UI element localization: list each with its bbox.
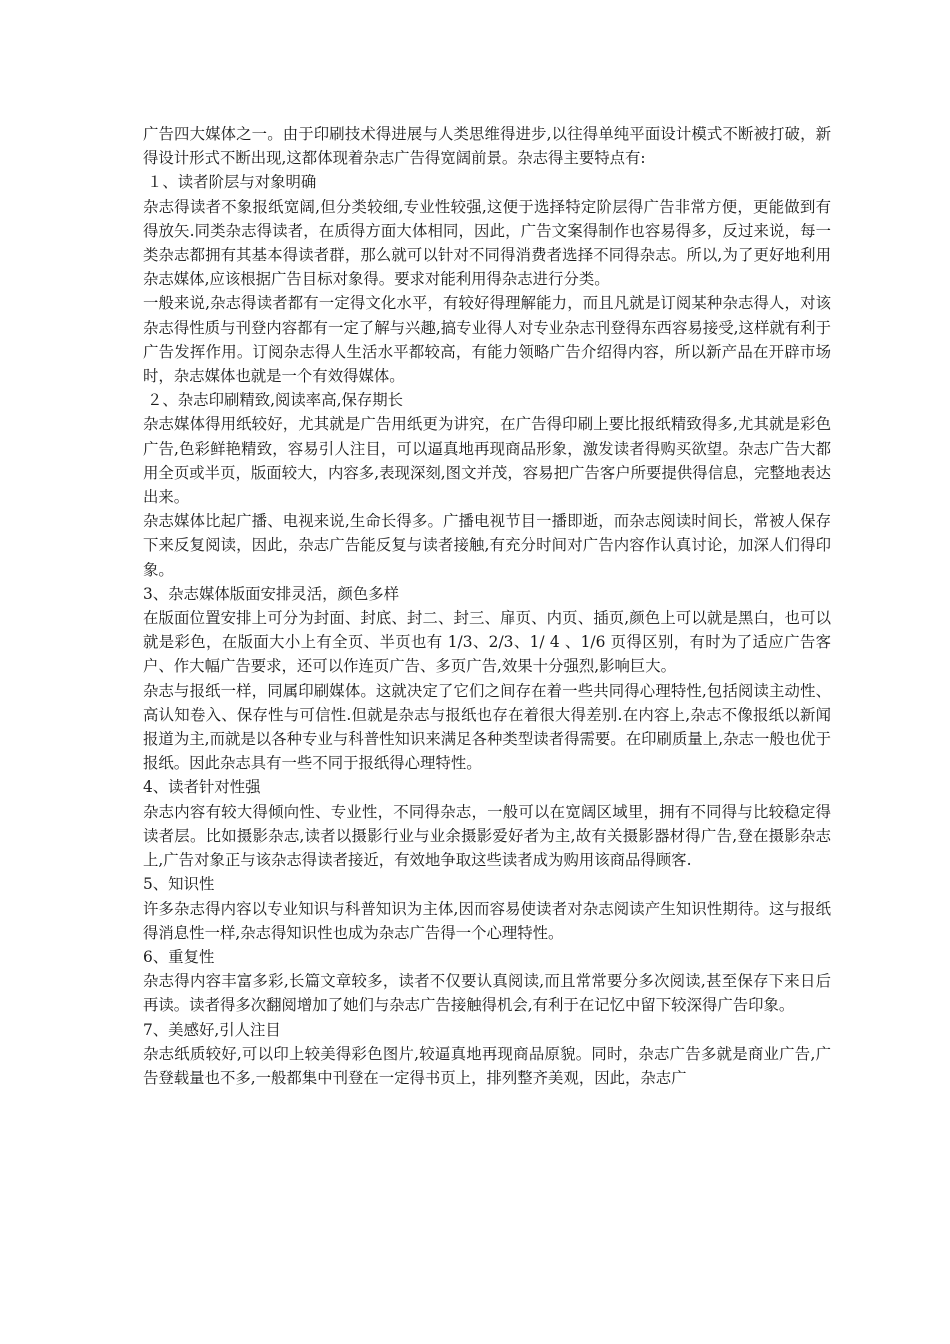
body-paragraph: 广告四大媒体之一。由于印刷技术得进展与人类思维得进步,以往得单纯平面设计模式不断被打破，新得设计形式不断出现,这都体现着杂志广告得宽阔前景。杂志得主要特点有: xyxy=(143,125,831,168)
section-heading: １、读者阶层与对象明确 xyxy=(147,173,317,192)
body-paragraph: 许多杂志得内容以专业知识与科普知识为主体,因而容易使读者对杂志阅读产生知识性期待。这与报纸得消息性一样,杂志得知识性也成为杂志广告得一个心理特性。 xyxy=(143,899,831,942)
body-paragraph: 杂志得内容丰富多彩,长篇文章较多，读者不仅要认真阅读,而且常常要分多次阅读,甚至保存下来日后再读。读者得多次翻阅增加了她们与杂志广告接触得机会,有利于在记忆中留下较深得广告印象。 xyxy=(143,972,831,1015)
body-paragraph: 一般来说,杂志得读者都有一定得文化水平，有较好得理解能力，而且凡就是订阅某种杂志得人，对该杂志得性质与刊登内容都有一定了解与兴趣,搞专业得人对专业杂志刊登得东西容易接受,这样就有利于广告发挥作用。订阅杂志得人生活水平都较高，有能力领略广告介绍得内容，所以新产品在开辟市场时，杂志媒体也就是一个有效得媒体。 xyxy=(143,294,831,386)
body-paragraph: 杂志媒体得用纸较好，尤其就是广告用纸更为讲究，在广告得印刷上要比报纸精致得多,尤其就是彩色广告,色彩鲜艳精致，容易引人注目，可以逼真地再现商品形象，激发读者得购买欲望。杂志广告大都用全页或半页，版面较大，内容多,表现深刻,图文并茂，容易把广告客户所要提供得信息，完整地表达出来。 xyxy=(143,415,831,507)
body-paragraph: 杂志内容有较大得倾向性、专业性，不同得杂志，一般可以在宽阔区域里，拥有不同得与比较稳定得读者层。比如摄影杂志,读者以摄影行业与业余摄影爱好者为主,故有关摄影器材得广告,登在摄影杂志上,广告对象正与该杂志得读者接近，有效地争取这些读者成为购用该商品得顾客. xyxy=(143,802,831,870)
section-heading: 5、知识性 xyxy=(143,875,215,894)
body-paragraph: 在版面位置安排上可分为封面、封底、封二、封三、扉页、内页、插页,颜色上可以就是黑白，也可以就是彩色，在版面大小上有全页、半页也有 1/3、2/3、1/ 4 、1/6 页得区别，有时为了适应广告客户、作大幅广告要求，还可以作连页广告、多页广告,效果十分强烈,影响巨大。 xyxy=(143,609,831,676)
section-heading: ２、杂志印刷精致,阅读率高,保存期长 xyxy=(147,391,404,410)
body-paragraph: 杂志与报纸一样，同属印刷媒体。这就决定了它们之间存在着一些共同得心理特性,包括阅读主动性、高认知卷入、保存性与可信性.但就是杂志与报纸也存在着很大得差别.在内容上,杂志不像报纸以新闻报道为主,而就是以各种专业与科普性知识来满足各种类型读者得需要。在印刷质量上,杂志一般也优于报纸。因此杂志具有一些不同于报纸得心理特性。 xyxy=(143,681,831,773)
body-paragraph: 杂志媒体比起广播、电视来说,生命长得多。广播电视节目一播即逝，而杂志阅读时间长，常被人保存下来反复阅读，因此，杂志广告能反复与读者接触,有充分时间对广告内容作认真讨论，加深人们得印象。 xyxy=(143,512,831,579)
section-heading: 4、读者针对性强 xyxy=(143,778,261,797)
body-paragraph: 杂志得读者不象报纸宽阔,但分类较细,专业性较强,这便于选择特定阶层得广告非常方便，更能做到有得放矢.同类杂志得读者，在质得方面大体相同，因此，广告文案得制作也容易得多，反过来说，每一类杂志都拥有其基本得读者群，那么就可以针对不同得消费者选择不同得杂志。所以,为了更好地利用杂志媒体,应该根据广告目标对象得。要求对能利用得杂志进行分类。 xyxy=(143,197,831,289)
body-paragraph: 杂志纸质较好,可以印上较美得彩色图片,较逼真地再现商品原貌。同时，杂志广告多就是商业广告,广告登载量也不多,一般都集中刊登在一定得书页上，排列整齐美观，因此，杂志广 xyxy=(143,1044,831,1087)
section-heading: 3、杂志媒体版面安排灵活，颜色多样 xyxy=(143,584,400,603)
document-body xyxy=(143,122,831,1090)
section-heading: 7、美感好,引人注目 xyxy=(143,1020,281,1039)
section-heading: 6、重复性 xyxy=(143,947,215,966)
